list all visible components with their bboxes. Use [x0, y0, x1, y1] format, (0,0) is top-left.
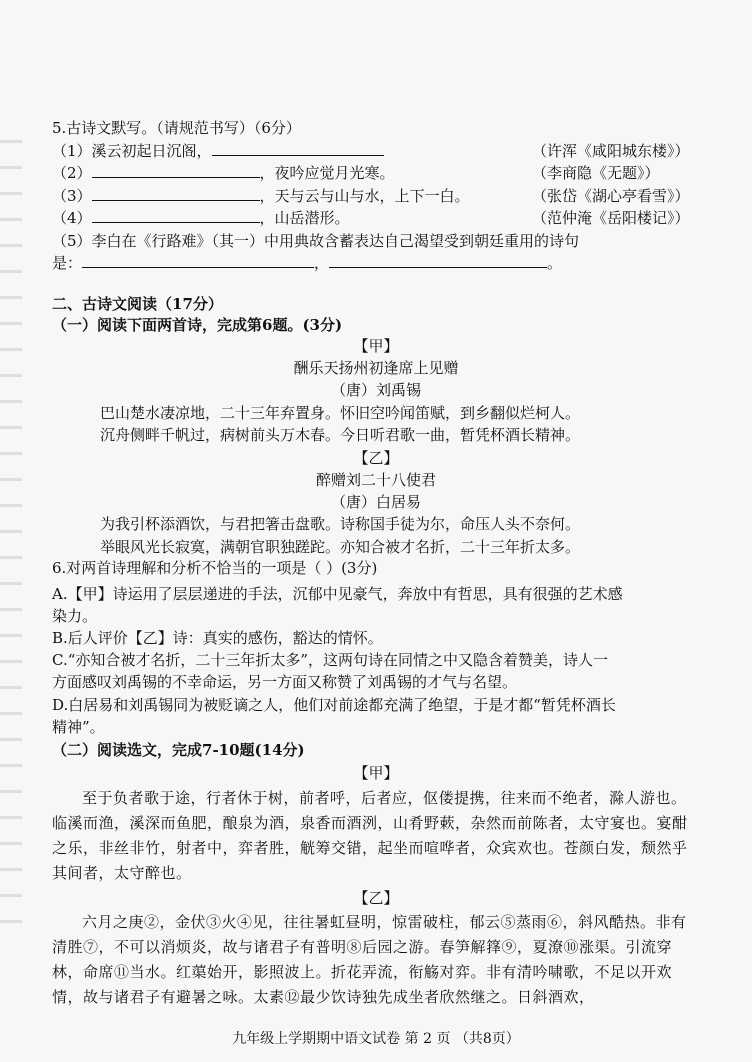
answer-blank[interactable] — [329, 253, 547, 268]
option-d-line-2: 精神”。 — [52, 718, 105, 736]
prose-1-tag: 【甲】 — [353, 764, 399, 782]
q5-item-num: （4） — [52, 209, 92, 227]
prose-2-passage: 六月之庚②，金伏③火④见，往往暑虹昼明，惊雷破柱，郁云⑤蒸雨⑥，斜风酷热。非有清胜⑦，不可以消烦炎，故与诸君子有普明⑧后园之游。春笋解箨⑨，夏潦⑩涨渠。引流穿林，命席⑪当水。红蕖始开，影照波上。折花弄流，衔觞对弈。非有清吟啸歌，不足以开欢情，故与诸君子有避暑之咏。太素⑫最少饮诗独先成坐者欣然继之。日斜酒欢， — [52, 913, 687, 1006]
poem-1-tag: 【甲】 — [353, 337, 399, 355]
question-6: 6.对两首诗理解和分析不恰当的一项是（ ）(3分) — [52, 559, 378, 577]
page-footer: 九年级上学期期中语文试卷 第 2 页 （共8页） — [232, 1031, 520, 1047]
answer-blank[interactable] — [92, 163, 260, 178]
q5-source-4: （范仲淹《岳阳楼记》） — [532, 209, 690, 227]
section-heading: 二、古诗文阅读（17分） — [52, 295, 223, 313]
q5-item-text: ，山岳潜形。 — [259, 209, 350, 227]
q5-item-text: ，天与云与山与水，上下一白。 — [259, 187, 470, 205]
option-d-line-1: D.白居易和刘禹锡同为被贬谪之人，他们对前途都充满了绝望，于是才都“暂凭杯酒长 — [52, 696, 616, 714]
q5-item-5-line1: （5）李白在《行路难》（其一）中用典故含蓄表达自己渴望受到朝廷重用的诗句 — [52, 232, 580, 250]
q5-title: 5.古诗文默写。（请规范书写）（6分） — [52, 119, 301, 137]
prose-2-tag: 【乙】 — [353, 889, 399, 907]
poem-2-tag: 【乙】 — [353, 449, 399, 467]
q5-item-num: （1） — [52, 142, 92, 160]
answer-blank[interactable] — [82, 253, 314, 268]
q5-item-1 — [52, 141, 384, 161]
q5-item-3 — [52, 186, 470, 206]
q5-item-5-line2 — [52, 253, 562, 273]
option-a-line-1: A.【甲】诗运用了层层递进的手法，沉郁中见豪气，奔放中有哲思，具有很强的艺术感 — [52, 585, 623, 603]
poem-2-line-1: 为我引杯添酒饮，与君把箸击盘歌。诗称国手徒为尔，命压人头不奈何。 — [100, 515, 581, 533]
q5-item-num: （3） — [52, 187, 92, 205]
poem-1-author: （唐）刘禹锡 — [330, 381, 421, 399]
option-b: B.后人评价【乙】诗：真实的感伤，豁达的情怀。 — [52, 629, 383, 647]
poem-2-title: 醉赠刘二十八使君 — [315, 471, 436, 489]
q5-item-text: 溪云初起日沉阁， — [91, 142, 212, 160]
poem-1-line-1: 巴山楚水凄凉地，二十三年弃置身。怀旧空吟闻笛赋，到乡翻似烂柯人。 — [100, 404, 581, 422]
answer-blank[interactable] — [92, 186, 260, 201]
q5-item-num: （2） — [52, 164, 92, 182]
poem-1-title: 酬乐天扬州初逢席上见赠 — [293, 359, 459, 377]
q5-item-5-prefix: 是： — [52, 254, 83, 272]
q5-item-4 — [52, 208, 350, 228]
poem-2-line-2: 举眼风光长寂寞，满朝官职独蹉跎。亦知合被才名折，二十三年折太多。 — [100, 538, 581, 556]
prose-1-passage: 至于负者歌于途，行者休于树，前者呼，后者应，伛偻提携，往来而不绝者，滁人游也。临溪而渔，溪深而鱼肥，酿泉为酒，泉香而酒洌，山肴野蔌，杂然而前陈者，太守宴也。宴酣之乐，非丝非竹，射者中，弈者胜，觥筹交错，起坐而喧哗者，众宾欢也。苍颜白发，颓然乎其间者，太守醉也。 — [52, 789, 688, 882]
q5-item-5-end: 。 — [547, 254, 563, 272]
q5-item-text: ，夜吟应觉月光寒。 — [259, 164, 395, 182]
subsection-1-heading: （一）阅读下面两首诗，完成第6题。(3分) — [52, 316, 343, 334]
option-a-line-2: 染力。 — [52, 607, 98, 625]
option-c-line-2: 方面感叹刘禹锡的不幸命运，另一方面又称赞了刘禹锡的才气与名望。 — [52, 673, 518, 691]
answer-blank[interactable] — [92, 208, 260, 223]
poem-1-line-2: 沉舟侧畔千帆过，病树前头万木春。今日听君歌一曲，暂凭杯酒长精神。 — [100, 426, 581, 444]
q5-source-1: （许浑《咸阳城东楼》） — [532, 142, 690, 160]
option-c-line-1: C.“亦知合被才名折，二十三年折太多”，这两句诗在同情之中又隐含着赞美，诗人一 — [52, 651, 609, 669]
q5-item-2 — [52, 163, 395, 183]
q5-item-5-sep: ， — [314, 254, 330, 272]
subsection-2-heading: （二）阅读选文，完成7-10题(14分) — [52, 741, 305, 759]
scan-edge-marks — [0, 140, 22, 940]
faded-stamp — [499, 276, 651, 320]
answer-blank[interactable] — [212, 141, 384, 156]
poem-2-author: （唐）白居易 — [330, 493, 421, 511]
q5-source-3: （张岱《湖心亭看雪》） — [532, 187, 690, 205]
q5-source-2: （李商隐《无题》） — [532, 164, 660, 182]
